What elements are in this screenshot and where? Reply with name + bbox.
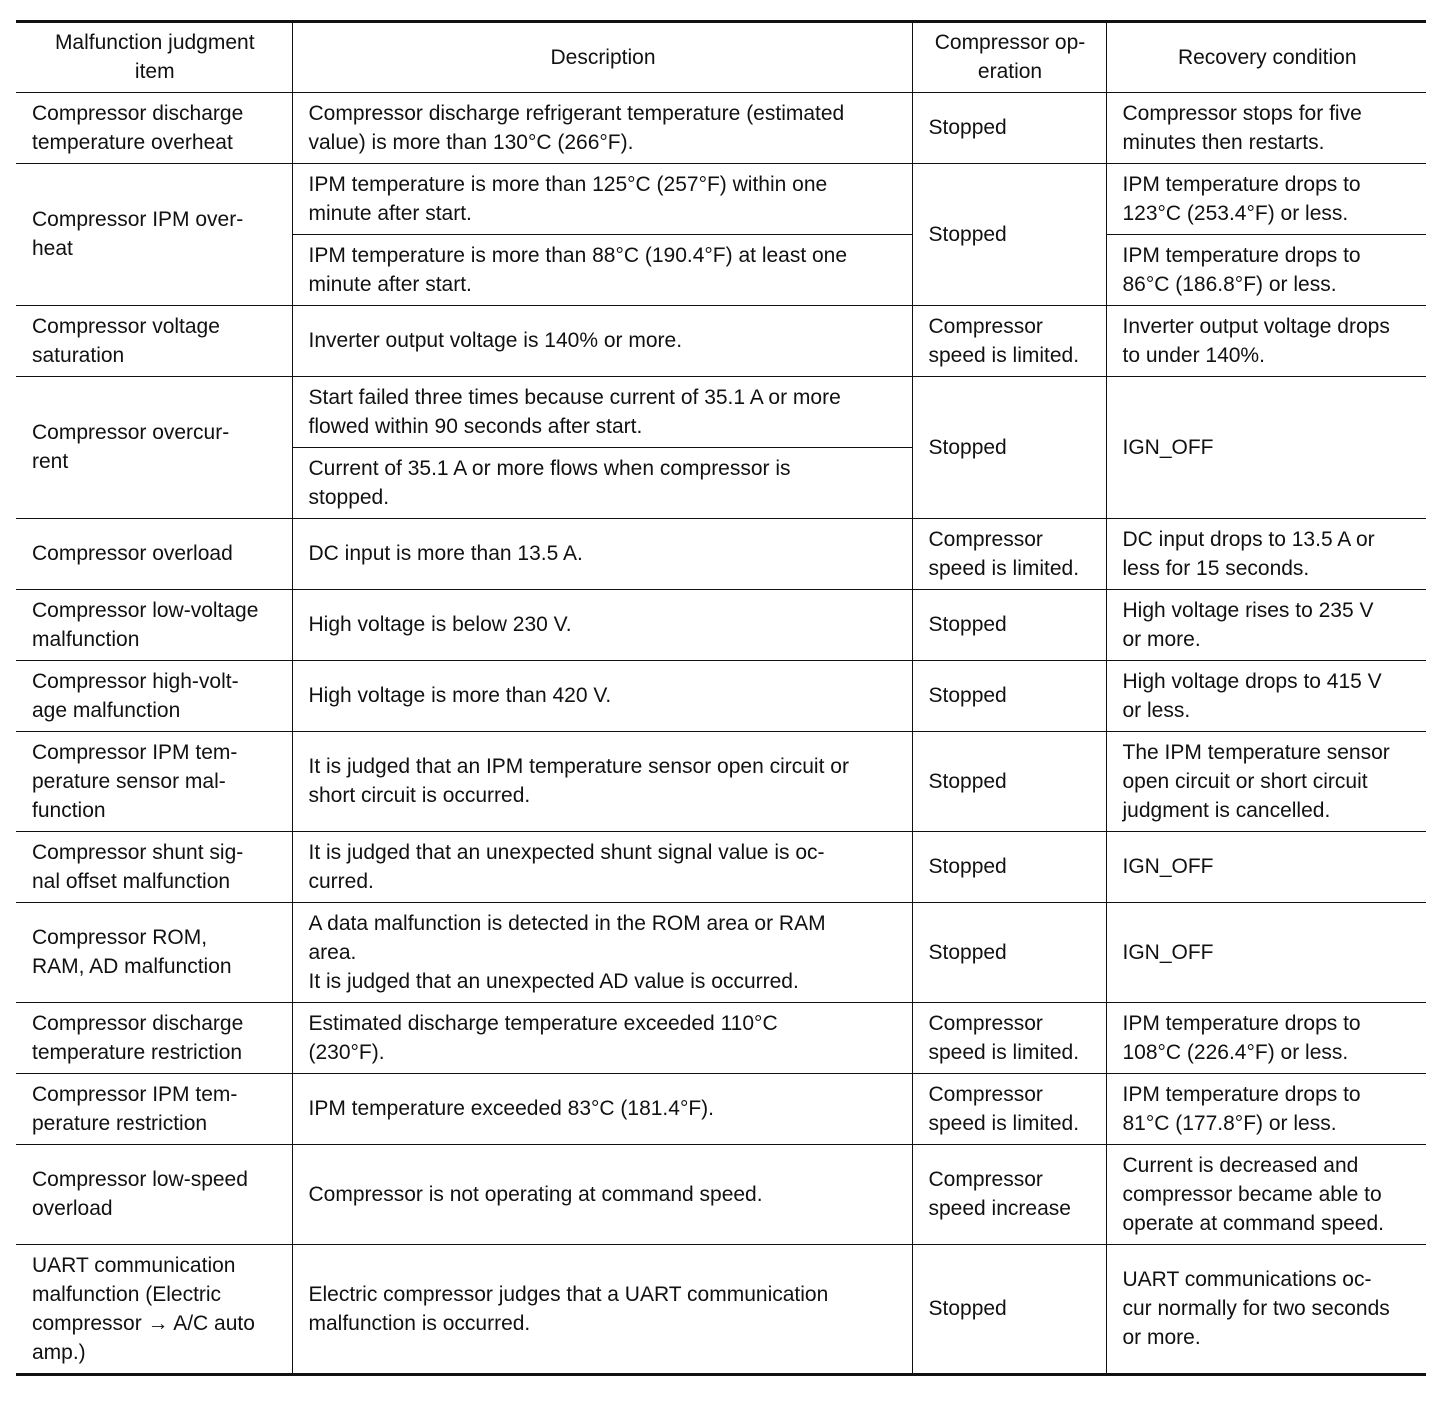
table-row bbox=[16, 1074, 1426, 1145]
cell-recovery-condition: IPM temperature drops to 123°C (253.4°F) or less. bbox=[1106, 164, 1426, 235]
cell-compressor-operation: Stopped bbox=[912, 164, 1106, 306]
cell-description: DC input is more than 13.5 A. bbox=[292, 519, 912, 590]
cell-recovery-condition: High voltage rises to 235 V or more. bbox=[1106, 590, 1426, 661]
cell-description: Electric compressor judges that a UART communication malfunction is occurred. bbox=[292, 1245, 912, 1375]
cell-recovery-condition: DC input drops to 13.5 A or less for 15 seconds. bbox=[1106, 519, 1426, 590]
cell-recovery-condition: IGN_OFF bbox=[1106, 903, 1426, 1003]
cell-description: A data malfunction is detected in the ROM area or RAM area. It is judged that an unexpected AD value is occurred. bbox=[292, 903, 912, 1003]
header-row bbox=[16, 22, 1426, 93]
table-row bbox=[16, 1003, 1426, 1074]
cell-compressor-operation: Compressor speed is limited. bbox=[912, 306, 1106, 377]
cell-description: It is judged that an unexpected shunt signal value is oc- curred. bbox=[292, 832, 912, 903]
table-row bbox=[16, 1145, 1426, 1245]
table-row bbox=[16, 832, 1426, 903]
cell-malfunction-item: Compressor discharge temperature overheat bbox=[16, 93, 292, 164]
cell-compressor-operation: Stopped bbox=[912, 903, 1106, 1003]
cell-recovery-condition: Inverter output voltage drops to under 140%. bbox=[1106, 306, 1426, 377]
cell-description: High voltage is below 230 V. bbox=[292, 590, 912, 661]
cell-description: IPM temperature exceeded 83°C (181.4°F). bbox=[292, 1074, 912, 1145]
cell-recovery-condition: IPM temperature drops to 86°C (186.8°F) or less. bbox=[1106, 235, 1426, 306]
cell-malfunction-item: Compressor voltage saturation bbox=[16, 306, 292, 377]
cell-recovery-condition: Compressor stops for five minutes then restarts. bbox=[1106, 93, 1426, 164]
header-compressor-operation: Compressor op- eration bbox=[912, 22, 1106, 93]
cell-description: Inverter output voltage is 140% or more. bbox=[292, 306, 912, 377]
table-body bbox=[16, 93, 1426, 1375]
cell-recovery-condition: IPM temperature drops to 81°C (177.8°F) or less. bbox=[1106, 1074, 1426, 1145]
cell-description: IPM temperature is more than 125°C (257°F) within one minute after start. bbox=[292, 164, 912, 235]
cell-malfunction-item: Compressor shunt sig- nal offset malfunction bbox=[16, 832, 292, 903]
cell-compressor-operation: Compressor speed increase bbox=[912, 1145, 1106, 1245]
cell-recovery-condition: IGN_OFF bbox=[1106, 832, 1426, 903]
cell-malfunction-item: Compressor low-speed overload bbox=[16, 1145, 292, 1245]
cell-compressor-operation: Compressor speed is limited. bbox=[912, 1074, 1106, 1145]
malfunction-judgment-table bbox=[16, 20, 1426, 1376]
table-row bbox=[16, 306, 1426, 377]
cell-compressor-operation: Stopped bbox=[912, 732, 1106, 832]
cell-malfunction-item: Compressor IPM tem- perature sensor mal- function bbox=[16, 732, 292, 832]
cell-malfunction-item: Compressor ROM, RAM, AD malfunction bbox=[16, 903, 292, 1003]
cell-recovery-condition: Current is decreased and compressor became able to operate at command speed. bbox=[1106, 1145, 1426, 1245]
cell-description: IPM temperature is more than 88°C (190.4°F) at least one minute after start. bbox=[292, 235, 912, 306]
cell-description: Estimated discharge temperature exceeded 110°C (230°F). bbox=[292, 1003, 912, 1074]
cell-description: High voltage is more than 420 V. bbox=[292, 661, 912, 732]
cell-recovery-condition: High voltage drops to 415 V or less. bbox=[1106, 661, 1426, 732]
header-description: Description bbox=[292, 22, 912, 93]
cell-recovery-condition: The IPM temperature sensor open circuit or short circuit judgment is cancelled. bbox=[1106, 732, 1426, 832]
cell-description: Compressor is not operating at command speed. bbox=[292, 1145, 912, 1245]
table-row bbox=[16, 164, 1426, 235]
cell-malfunction-item: Compressor discharge temperature restriction bbox=[16, 1003, 292, 1074]
cell-compressor-operation: Stopped bbox=[912, 377, 1106, 519]
table-row bbox=[16, 590, 1426, 661]
table-row bbox=[16, 93, 1426, 164]
cell-compressor-operation: Stopped bbox=[912, 1245, 1106, 1375]
cell-description: It is judged that an IPM temperature sensor open circuit or short circuit is occurred. bbox=[292, 732, 912, 832]
cell-malfunction-item: Compressor high-volt- age malfunction bbox=[16, 661, 292, 732]
cell-compressor-operation: Stopped bbox=[912, 93, 1106, 164]
table-row bbox=[16, 519, 1426, 590]
cell-description: Current of 35.1 A or more flows when compressor is stopped. bbox=[292, 448, 912, 519]
table-row bbox=[16, 732, 1426, 832]
cell-recovery-condition: UART communications oc- cur normally for two seconds or more. bbox=[1106, 1245, 1426, 1375]
cell-malfunction-item: UART communication malfunction (Electric compressor → A/C auto amp.) bbox=[16, 1245, 292, 1375]
table-row bbox=[16, 661, 1426, 732]
cell-malfunction-item: Compressor low-voltage malfunction bbox=[16, 590, 292, 661]
cell-compressor-operation: Stopped bbox=[912, 661, 1106, 732]
cell-compressor-operation: Stopped bbox=[912, 590, 1106, 661]
cell-malfunction-item: Compressor overcur- rent bbox=[16, 377, 292, 519]
header-malfunction-item: Malfunction judgment item bbox=[16, 22, 292, 93]
table-row bbox=[16, 1245, 1426, 1375]
cell-description: Compressor discharge refrigerant temperature (estimated value) is more than 130°C (266°F). bbox=[292, 93, 912, 164]
cell-compressor-operation: Compressor speed is limited. bbox=[912, 519, 1106, 590]
cell-compressor-operation: Stopped bbox=[912, 832, 1106, 903]
cell-compressor-operation: Compressor speed is limited. bbox=[912, 1003, 1106, 1074]
header-recovery-condition: Recovery condition bbox=[1106, 22, 1426, 93]
cell-malfunction-item: Compressor overload bbox=[16, 519, 292, 590]
table-header bbox=[16, 22, 1426, 93]
cell-malfunction-item: Compressor IPM tem- perature restriction bbox=[16, 1074, 292, 1145]
cell-recovery-condition: IGN_OFF bbox=[1106, 377, 1426, 519]
cell-recovery-condition: IPM temperature drops to 108°C (226.4°F) or less. bbox=[1106, 1003, 1426, 1074]
table-row bbox=[16, 903, 1426, 1003]
table-row bbox=[16, 377, 1426, 448]
cell-malfunction-item: Compressor IPM over- heat bbox=[16, 164, 292, 306]
cell-description: Start failed three times because current of 35.1 A or more flowed within 90 seconds after start. bbox=[292, 377, 912, 448]
